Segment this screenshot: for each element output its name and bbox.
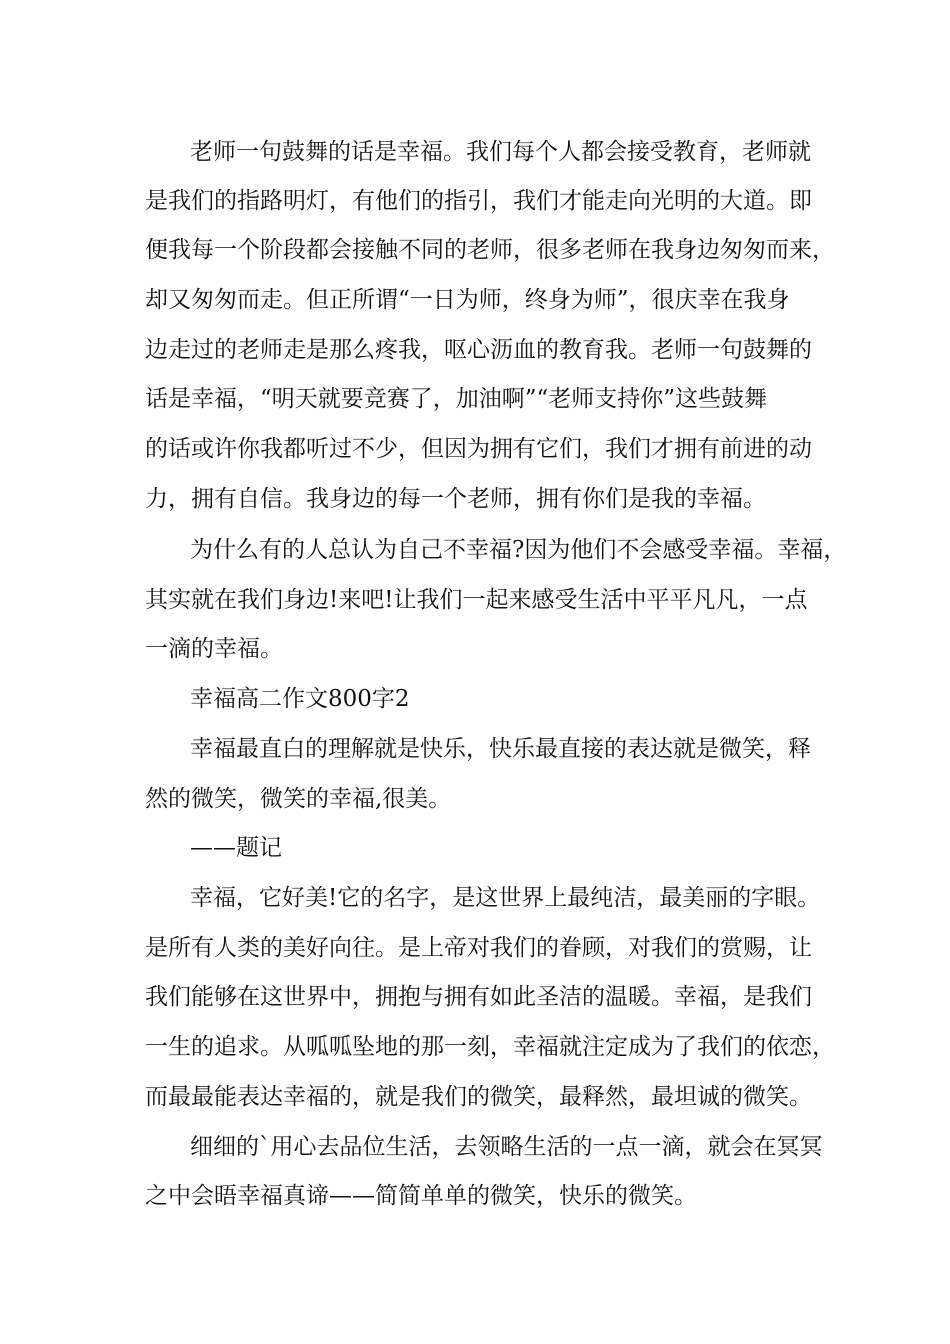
text-line: 话是幸福，“明天就要竞赛了，加油啊”“老师支持你”这些鼓舞 <box>145 386 768 412</box>
text-line: 的话或许你我都听过不少，但因为拥有它们，我们才拥有前进的动 <box>145 436 812 462</box>
epigraph-attribution: ——题记 <box>190 835 282 861</box>
text-line: 其实就在我们身边!来吧!让我们一起来感受生活中平平凡凡，一点 <box>145 587 808 613</box>
text-line: 老师一句鼓舞的话是幸福。我们每个人都会接受教育，老师就 <box>190 139 811 165</box>
text-line: 力，拥有自信。我身边的每一个老师，拥有你们是我的幸福。 <box>145 486 766 512</box>
text-line: 而最最能表达幸福的，就是我们的微笑，最释然，最坦诚的微笑。 <box>145 1084 812 1110</box>
text-line: 然的微笑，微笑的幸福,很美。 <box>145 786 452 812</box>
text-line: 我们能够在这世界中，拥抱与拥有如此圣洁的温暖。幸福，是我们 <box>145 984 812 1010</box>
text-line: 细细的`用心去品位生活，去领略生活的一点一滴，就会在冥冥 <box>190 1134 823 1160</box>
text-line: 一滴的幸福。 <box>145 636 283 662</box>
text-line: 边走过的老师走是那么疼我，呕心沥血的教育我。老师一句鼓舞的 <box>145 337 812 363</box>
text-line: 为什么有的人总认为自己不幸福?因为他们不会感受幸福。幸福， <box>190 537 847 563</box>
text-line: 幸福最直白的理解就是快乐，快乐最直接的表达就是微笑，释 <box>190 736 811 762</box>
section-heading: 幸福高二作文800字2 <box>190 686 410 712</box>
text-line: 是所有人类的美好向往。是上帝对我们的眷顾，对我们的赏赐，让 <box>145 935 812 961</box>
text-line: 之中会晤幸福真谛——简简单单的微笑，快乐的微笑。 <box>145 1183 697 1209</box>
text-line: 幸福，它好美!它的名字，是这世界上最纯洁，最美丽的字眼。 <box>190 885 821 911</box>
text-line: 却又匆匆而走。但正所谓“一日为师，终身为师”，很庆幸在我身 <box>145 287 790 313</box>
text-line: 便我每一个阶段都会接触不同的老师，很多老师在我身边匆匆而来， <box>145 237 835 263</box>
text-line: 一生的追求。从呱呱坠地的那一刻，幸福就注定成为了我们的依恋， <box>145 1034 835 1060</box>
text-line: 是我们的指路明灯，有他们的指引，我们才能走向光明的大道。即 <box>145 188 812 214</box>
